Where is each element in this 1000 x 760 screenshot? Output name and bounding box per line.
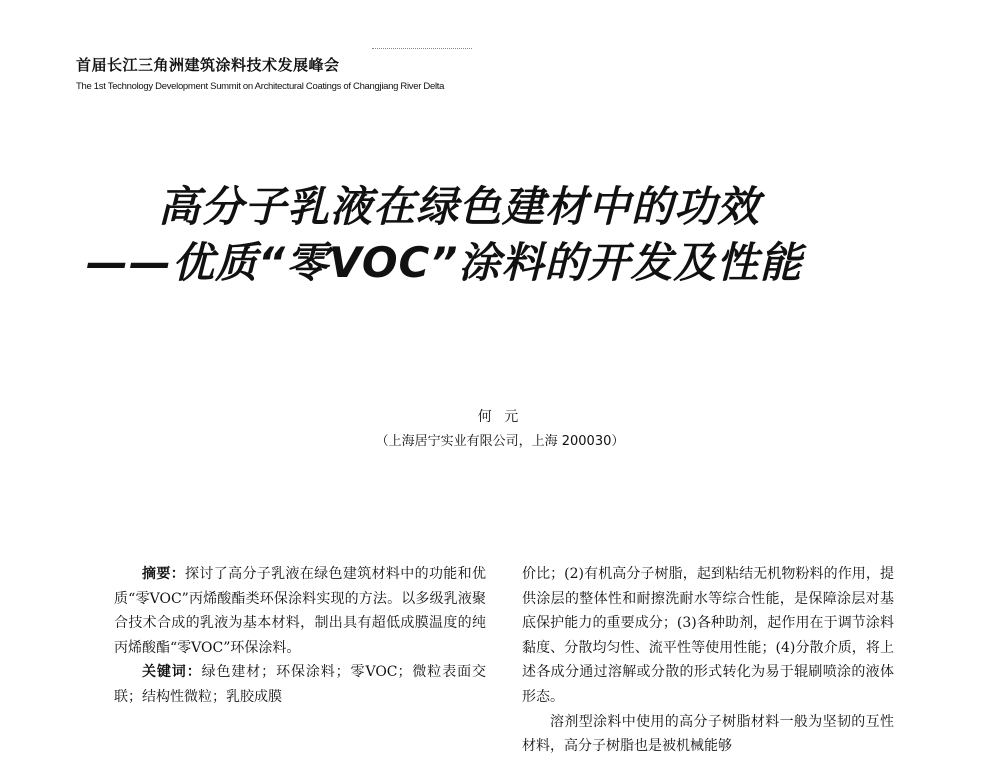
left-column <box>114 562 486 710</box>
conference-title-cn: 首届长江三角洲建筑涂料技术发展峰会 <box>76 56 340 74</box>
abstract-paragraph <box>114 562 486 660</box>
keywords-paragraph <box>114 660 486 709</box>
author-name: 何 元 <box>477 409 523 425</box>
abstract-text: 探讨了高分子乳液在绿色建筑材料中的功能和优质“零VOC”丙烯酸酯类环保涂料实现的方法。以多级乳液聚合技术合成的乳液为基本材料，制出具有超低成膜温度的纯丙烯酸酯“零VOC”环保涂料。 <box>114 566 487 656</box>
paper-title-line1: 高分子乳液在绿色建材中的功效 <box>158 182 761 231</box>
conference-title-en: The 1st Technology Development Summit on Architectural Coatings of Changjiang River Delta <box>76 81 445 92</box>
right-column <box>522 562 894 759</box>
author-affiliation: （上海居宁实业有限公司，上海 200030） <box>375 434 625 449</box>
paper-title-line2: ——优质“零VOC”涂料的开发及性能 <box>86 238 803 287</box>
abstract-label: 摘要： <box>142 566 186 582</box>
header-rule <box>372 48 472 49</box>
keywords-text: 绿色建材；环保涂料；零VOC；微粒表面交联；结构性微粒；乳胶成膜 <box>114 664 486 705</box>
keywords-label: 关键词： <box>142 664 202 681</box>
body-paragraph-2: 溶剂型涂料中使用的高分子树脂材料一般为坚韧的互性材料，高分子树脂也是被机械能够 <box>522 713 894 755</box>
body-paragraph-1: 价比；(2)有机高分子树脂，起到粘结无机物粉料的作用，提供涂层的整体性和耐擦洗耐水等综合性能，是保障涂层对基底保护能力的重要成分；(3)各种助剂，起作用在于调节涂料黏度、分散均匀性、流平性等使用性能；(4)分散介质，将上述各成分通过溶解或分散的形式转化为易于辊刷喷涂的液体形态。 <box>522 566 894 705</box>
